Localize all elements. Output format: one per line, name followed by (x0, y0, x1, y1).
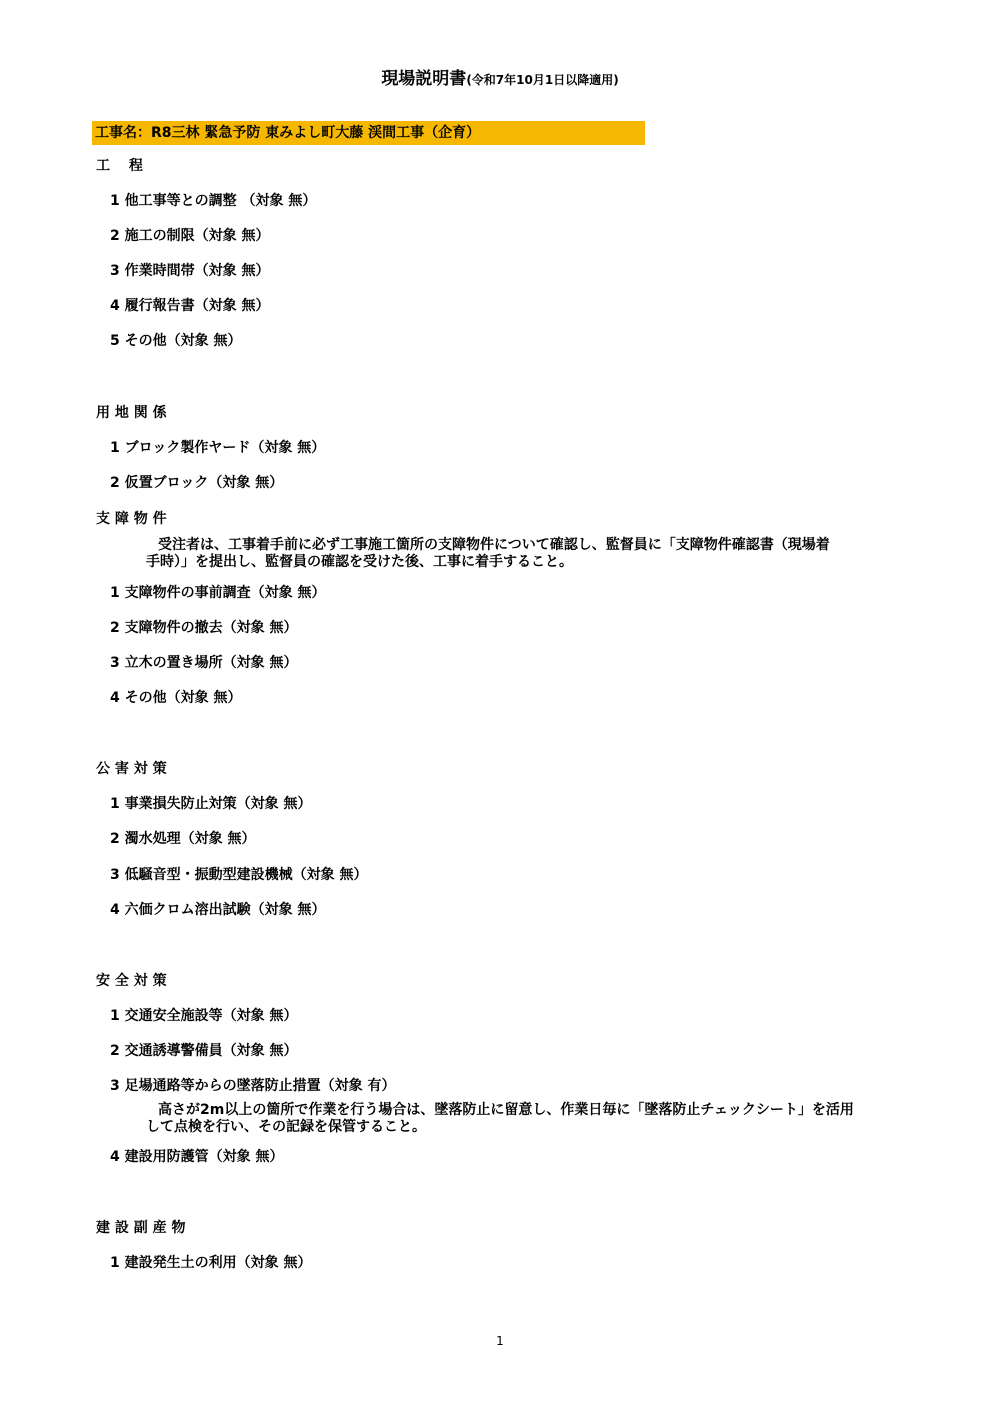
note-line: 手時）」を提出し、監督員の確認を受けた後、工事に着手すること。 (146, 554, 573, 570)
note-line: 高さが2m以上の箇所で作業を行う場合は、墜落防止に留意し、作業日毎に「墜落防止チェックシート」を活用 (158, 1102, 854, 1118)
list-item: 4 建設用防護管（対象 無） (110, 1149, 284, 1165)
note-line: して点検を行い、その記録を保管すること。 (146, 1119, 426, 1135)
list-item: 4 六価クロム溶出試験（対象 無） (110, 902, 326, 918)
list-item: 2 交通誘導警備員（対象 無） (110, 1043, 298, 1059)
list-item: 1 事業損失防止対策（対象 無） (110, 796, 312, 812)
list-item: 1 ブロック製作ヤード（対象 無） (110, 440, 326, 456)
safety-note (146, 1102, 906, 1136)
page-number: 1 (496, 1334, 504, 1348)
list-item: 1 建設発生土の利用（対象 無） (110, 1255, 312, 1271)
list-item: 2 施工の制限（対象 無） (110, 228, 270, 244)
list-item: 4 履行報告書（対象 無） (110, 298, 270, 314)
list-item: 3 作業時間帯（対象 無） (110, 263, 270, 279)
section-heading-schedule: 工 程 (96, 158, 143, 174)
list-item: 3 立木の置き場所（対象 無） (110, 655, 298, 671)
list-item: 1 支障物件の事前調査（対象 無） (110, 585, 326, 601)
list-item: 2 支障物件の撤去（対象 無） (110, 620, 298, 636)
list-item: 2 濁水処理（対象 無） (110, 831, 256, 847)
title-main: 現場説明書 (381, 69, 467, 89)
list-item: 3 低騒音型・振動型建設機械（対象 無） (110, 867, 368, 883)
list-item: 4 その他（対象 無） (110, 690, 242, 706)
document-title (0, 64, 1000, 89)
list-item: 1 他工事等との調整 （対象 無） (110, 193, 317, 209)
section-heading-obstacles: 支 障 物 件 (96, 511, 167, 527)
note-line: 受注者は、工事着手前に必ず工事施工箇所の支障物件について確認し、監督員に「支障物件確認書（現場着 (158, 537, 830, 553)
section-heading-safety: 安 全 対 策 (96, 973, 167, 989)
section-heading-land: 用 地 関 係 (96, 405, 167, 421)
section-heading-pollution: 公 害 対 策 (96, 761, 167, 777)
list-item: 5 その他（対象 無） (110, 333, 242, 349)
section-heading-byproducts: 建 設 副 産 物 (96, 1220, 186, 1236)
list-item: 2 仮置ブロック（対象 無） (110, 475, 284, 491)
list-item: 3 足場通路等からの墜落防止措置（対象 有） (110, 1078, 396, 1094)
title-applicability: (令和7年10月1日以降適用) (466, 73, 619, 87)
obstacles-note (146, 537, 906, 571)
project-name-banner: 工事名：R8三林 緊急予防 東みよし町大藤 渓間工事（企育） (92, 121, 645, 145)
list-item: 1 交通安全施設等（対象 無） (110, 1008, 298, 1024)
